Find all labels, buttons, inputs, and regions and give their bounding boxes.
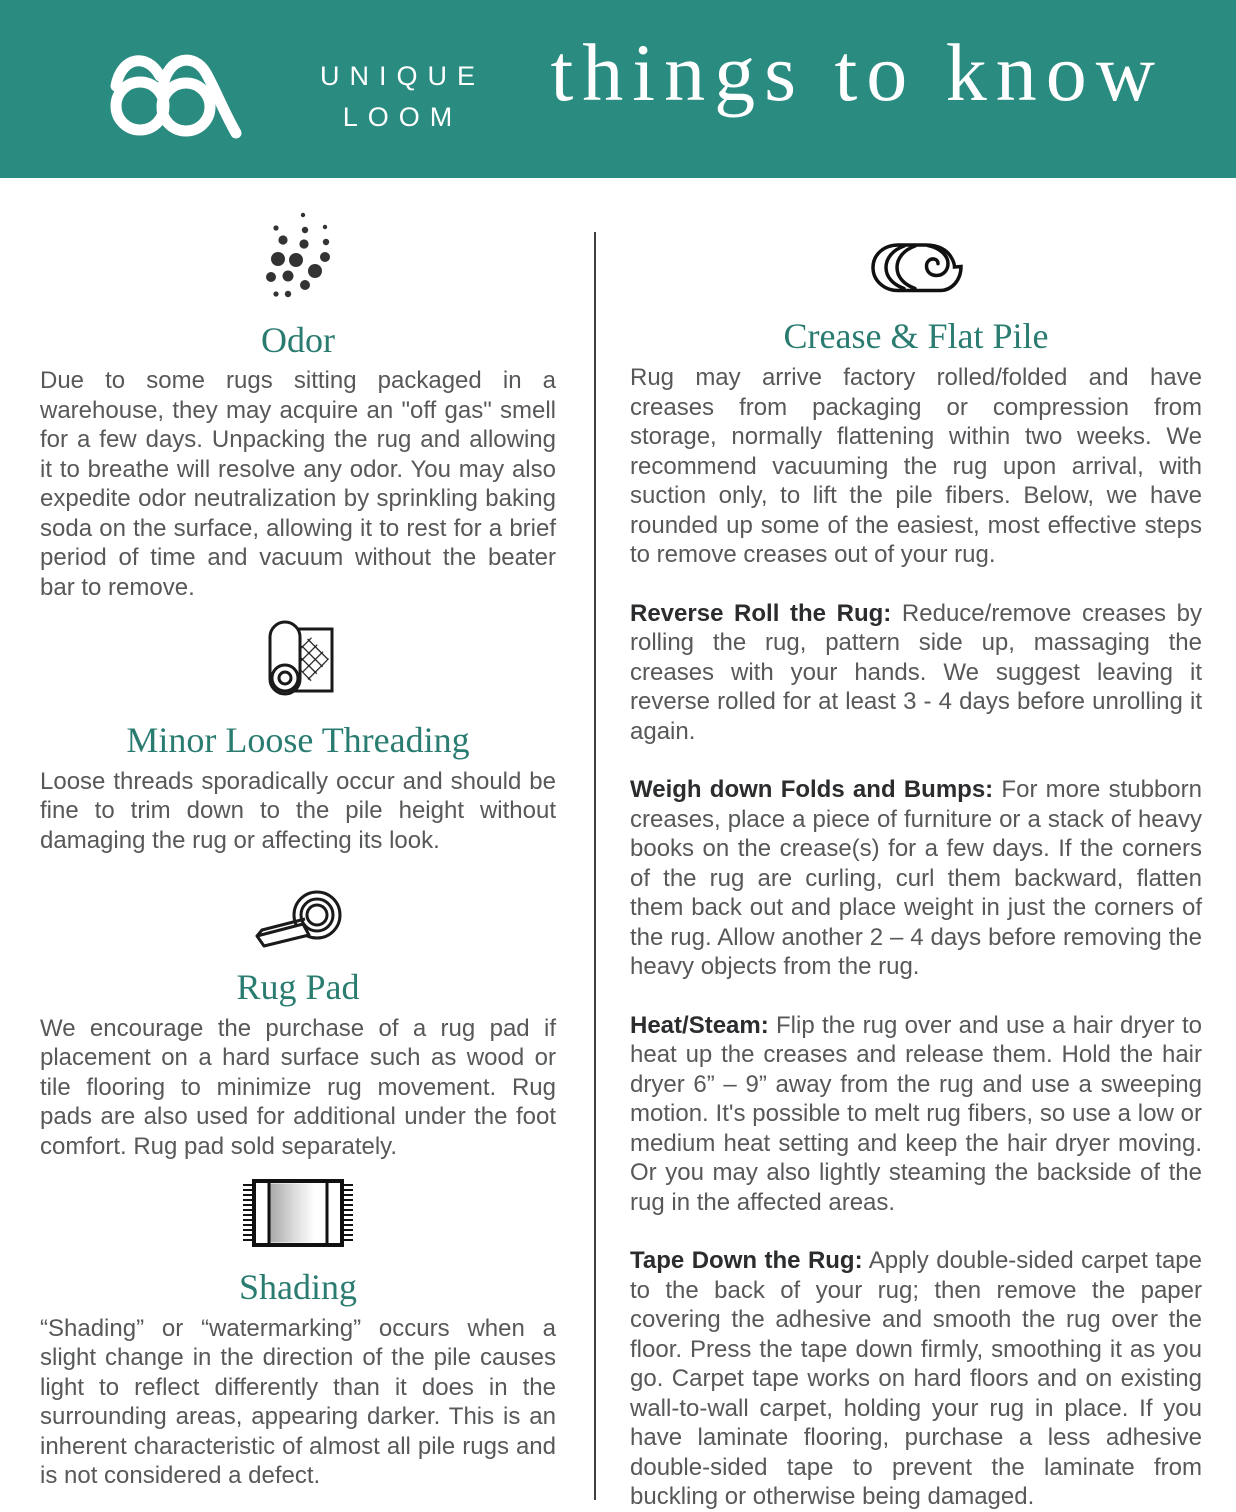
section-heading-shading: Shading <box>238 1267 357 1308</box>
section-minor-loose-threading <box>40 614 556 855</box>
section-body-threading: Loose threads sporadically occur and should be fine to trim down to the pile height without damaging the rug or affecting its look. <box>40 767 556 854</box>
section-body-shading: “Shading” or “watermarking” occurs when a slight change in the direction of the pile causes light to reflect differently than it does in the surrounding areas, appearing darker. This is an inherent characteristic of almost all pile rugs and is not considered a defect. <box>40 1314 556 1490</box>
tip-text-weigh-down: For more stubborn creases, place a piece of furniture or a stack of heavy books on the crease(s) for a few days. If the corners of the rug are curling, curl them backward, flatten them back out and place weight in just the corners of the rug. Allow another 2 – 4 days before removing the heavy objects from the rug. <box>630 776 1202 981</box>
column-divider <box>594 232 596 1500</box>
section-shading <box>40 1177 556 1490</box>
page-title: things to know <box>550 27 1164 118</box>
section-heading-threading: Minor Loose Threading <box>126 720 470 761</box>
section-heading-odor: Odor <box>261 320 335 360</box>
brand-line-unique: UNIQUE <box>320 61 486 91</box>
rolled-rug-icon <box>630 240 1202 301</box>
right-column <box>630 178 1202 1512</box>
brand-name <box>320 56 485 137</box>
section-body-rugpad: We encourage the purchase of a rug pad if placement on a hard surface such as wood or tile flooring to minimize rug movement. Rug pads are also used for additional under the foot comfort. Rug pad sold separately. <box>40 1014 556 1160</box>
section-heading-crease: Crease & Flat Pile <box>783 316 1049 356</box>
tip-text-reverse-roll: Reduce/remove creases by rolling the rug, pattern side up, massaging the creases with your hands. We suggest leaving it reverse rolled for at least 3 - 4 days before unrolling it again. <box>630 599 1202 745</box>
left-column <box>40 178 556 1491</box>
odor-particles-icon <box>40 206 556 309</box>
crease-intro-paragraph: Rug may arrive factory rolled/folded and have creases from packaging or compression from storage, normally flattening within two weeks. We recommend vacuuming the rug upon arrival, with suction only, to lift the pile fibers. Below, we have rounded up some of the easiest, most effective steps to remove creases out of your rug. <box>630 364 1202 569</box>
loose-thread-rug-roll-icon <box>40 614 556 709</box>
tip-text-heat-steam: Flip the rug over and use a hair dryer to heat up the creases and release them. Hold the hair dryer 6” – 9” away from the rug and use a sweeping motion. It's possible to melt rug fibers, so use a low or medium heat setting and keep the hair dryer moving. Or you may also lightly steaming the backside of the rug in the affected areas. <box>630 1011 1202 1216</box>
tip-tape-down <box>630 1246 1202 1512</box>
section-odor <box>40 206 556 602</box>
section-rug-pad <box>40 887 556 1161</box>
tip-reverse-roll <box>630 599 1202 747</box>
section-heading-rugpad: Rug Pad <box>236 967 360 1008</box>
header-banner <box>0 0 1236 178</box>
tip-heat-steam <box>630 1011 1202 1218</box>
tip-label-heat-steam: Heat/Steam: <box>630 1011 769 1039</box>
tip-weigh-down <box>630 775 1202 982</box>
unique-loom-logo-icon <box>98 40 308 140</box>
rug-pad-roll-icon <box>40 887 556 956</box>
fringed-rug-icon <box>40 1177 556 1256</box>
tip-label-tape-down: Tape Down the Rug: <box>630 1247 863 1275</box>
tip-label-reverse-roll: Reverse Roll the Rug: <box>630 599 892 627</box>
brand-line-loom: LOOM <box>342 101 463 132</box>
tip-label-weigh-down: Weigh down Folds and Bumps: <box>630 776 994 804</box>
section-body-odor: Due to some rugs sitting packaged in a warehouse, they may acquire an "off gas" smell for a few days. Unpacking the rug and allowing it to breathe will resolve any odor. You may also expedite odor neutralization by sprinkling baking soda on the surface, allowing it to rest for a brief period of time and vacuum without the beater bar to remove. <box>40 367 556 601</box>
tip-text-tape-down: Apply double-sided carpet tape to the back of your rug; then remove the paper covering the adhesive and smooth the rug over the floor. Press the tape down firmly, smoothing it as you go. Carpet tape works on hard floors and on existing wall-to-wall carpet, holding your rug in place. If you have laminate flooring, purchase a less adhesive double-sided tape to prevent the laminate from buckling or otherwise being damaged. <box>630 1247 1203 1511</box>
